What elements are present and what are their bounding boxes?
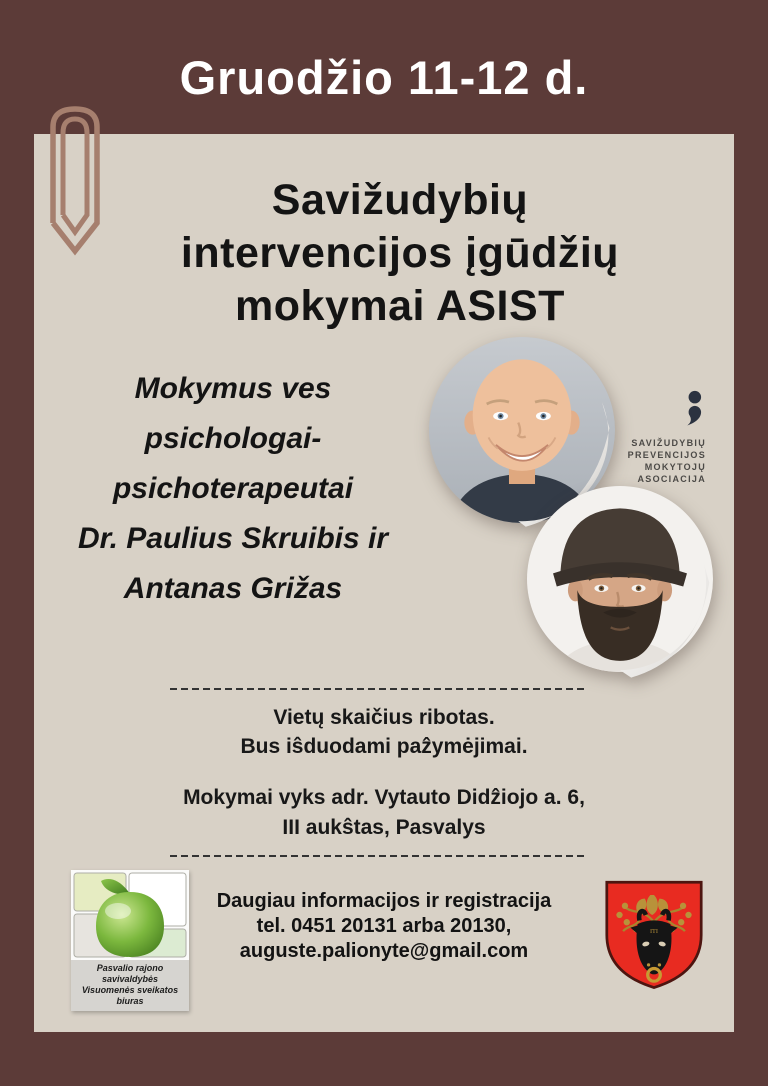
semicolon-icon [684,390,704,426]
date-title: Gruodžio 11-12 d. [179,51,589,104]
health-bureau-logo [71,870,189,1011]
association-line: ASOCIACIJA [637,474,706,484]
seats-info [0,703,768,761]
main-title-line: Savižudybių [271,176,529,224]
association-line: MOKYTOJŲ [644,462,706,472]
speakers-line: psichoterapeutai [112,472,354,505]
svg-text:ITI: ITI [649,928,659,936]
apple-logo-icon [71,870,189,960]
speakers-line: psichologai- [144,422,322,455]
main-title [100,174,700,333]
speakers-line: Dr. Paulius Skruibis ir [77,522,389,555]
venue-line: III aukŝtas, Pasvalys [282,816,486,839]
association-line: SAVIŽUDYBIŲ [631,438,706,448]
speakers-line: Mokymus ves [134,372,332,405]
contact-line: tel. 0451 20131 arba 20130, [256,915,512,937]
speakers-text [50,364,416,614]
venue-info [0,783,768,843]
paperclip-icon [45,99,105,264]
coat-of-arms-icon [598,875,710,998]
contact-line: auguste.palionyte@gmail.com [239,940,529,962]
venue-line: Mokymai vyks adr. Vytauto Didẑiojo a. 6, [183,786,585,809]
divider-dashed-bottom [170,855,586,857]
certificates-line: Bus iŝduodami paẑymėjimai. [240,735,528,758]
divider-dashed-top [170,688,586,690]
speakers-line: Antanas Grižas [123,572,343,605]
main-title-line: intervencijos įgūdžių [180,229,620,277]
bureau-caption-line: Visuomenės sveikatos biuras [81,985,179,1006]
contact-line: Daugiau informacijos ir registracija [216,890,552,912]
association-line: PREVENCIJOS [627,450,706,460]
photo-antanas-grizas [527,486,713,672]
association-logo [612,390,706,485]
seats-line: Vietų skaičius ribotas. [273,706,495,729]
bureau-caption-line: Pasvalio rajono savivaldybės [96,963,164,984]
main-title-line: mokymai ASIST [235,282,565,330]
bureau-caption [71,960,189,1011]
